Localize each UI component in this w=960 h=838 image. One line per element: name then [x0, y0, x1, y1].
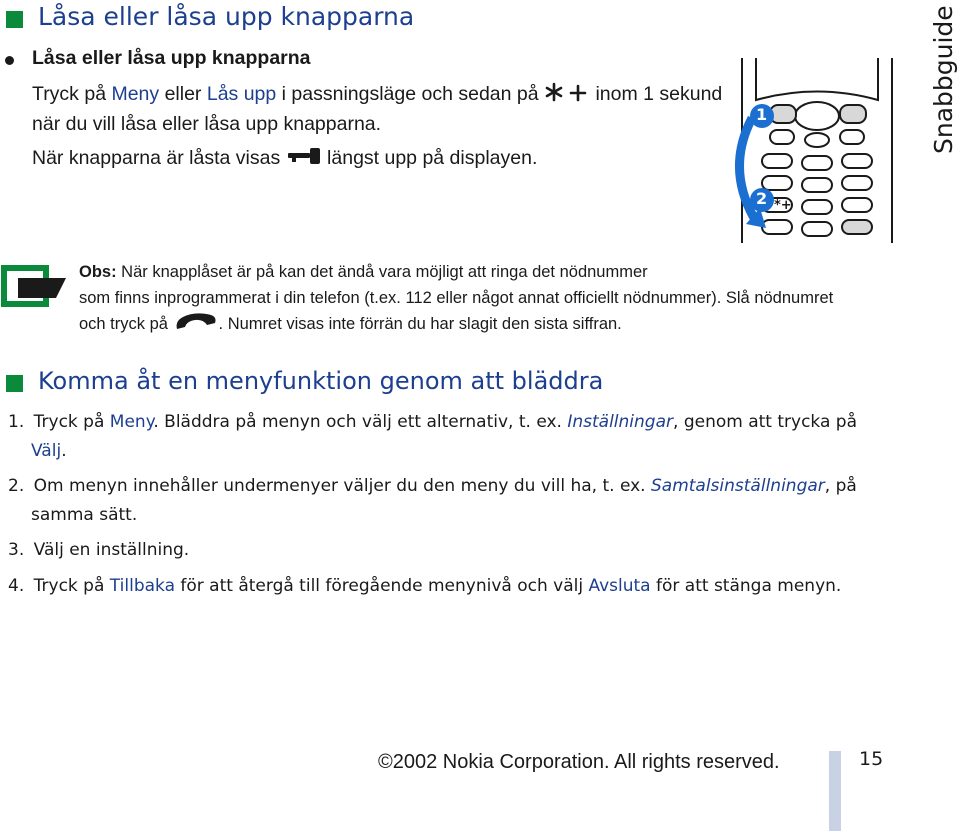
text: . Numret visas inte förrän du har slagit den sista siffran. — [218, 315, 622, 333]
step-number: 4. — [8, 576, 25, 596]
keylock-icon — [286, 145, 322, 165]
text: och tryck på — [79, 315, 173, 333]
step-1-label: 1 — [756, 105, 768, 124]
text: Tryck på — [33, 576, 110, 596]
note-label: Obs: — [79, 263, 117, 281]
text: , genom att trycka på — [673, 412, 858, 432]
valj-link: Välj — [31, 441, 62, 461]
step-2-label: 2 — [756, 189, 768, 208]
text: Tryck på — [32, 83, 112, 105]
text: Välj en inställning. — [33, 540, 190, 560]
instruction-line-3 — [32, 143, 537, 174]
step-number: 2. — [8, 476, 25, 496]
instruction-line-2: när du vill låsa eller låsa upp knapparna. — [32, 113, 382, 135]
text: inom 1 sekund — [590, 83, 723, 105]
text: . Bläddra på menyn och välj ett alternativ, t. ex. — [153, 412, 568, 432]
phone-keypad-illustration — [722, 58, 902, 248]
las-upp-link: Lås upp — [206, 83, 277, 105]
tillbaka-link: Tillbaka — [109, 576, 175, 596]
heading-marker-icon — [6, 375, 23, 392]
sidebar-label: Snabbguide — [929, 5, 958, 154]
note-line-2: som finns inprogrammerat i din telefon (t.ex. 112 eller något annat officiellt nödnummer). Slå nödnumret — [79, 289, 834, 307]
call-key-icon — [173, 311, 219, 333]
meny-link: Meny — [109, 412, 154, 432]
star-key-label: *+ — [774, 198, 792, 213]
step-1 — [8, 409, 857, 436]
text: Tryck på — [33, 412, 110, 432]
step-2 — [8, 473, 857, 500]
copyright: ©2002 Nokia Corporation. All rights reserved. — [378, 751, 780, 773]
heading-marker-icon — [6, 11, 23, 28]
step-number: 3. — [8, 540, 25, 560]
section-heading: Komma åt en menyfunktion genom att bläddra — [38, 367, 604, 395]
text: När knapparna är låsta visas — [32, 147, 286, 169]
bullet-dot-icon — [5, 56, 14, 65]
text: Om menyn innehåller undermenyer väljer du den meny du vill ha, t. ex. — [33, 476, 651, 496]
page-number: 15 — [859, 748, 884, 770]
meny-link: Meny — [111, 83, 160, 105]
step-2-cont: samma sätt. — [31, 505, 138, 525]
text: . — [61, 441, 67, 461]
step-4 — [8, 573, 841, 600]
note-line-3 — [79, 311, 622, 337]
avsluta-link: Avsluta — [588, 576, 651, 596]
text: eller — [159, 83, 207, 105]
text: i passningsläge och sedan på — [276, 83, 545, 105]
note-line-1 — [79, 259, 648, 285]
section-heading: Låsa eller låsa upp knapparna — [38, 2, 415, 31]
page-edge-bar — [829, 751, 841, 831]
step-1-cont — [31, 438, 67, 465]
text: för att stänga menyn. — [650, 576, 842, 596]
installningar-link: Inställningar — [567, 412, 674, 432]
note-icon — [0, 264, 70, 308]
bullet-title: Låsa eller låsa upp knapparna — [32, 47, 311, 69]
star-plus-icon — [544, 81, 590, 101]
text: längst upp på displayen. — [321, 147, 538, 169]
instruction-line-1 — [32, 79, 722, 110]
samtalsinstallningar-link: Samtalsinställningar — [650, 476, 825, 496]
step-number: 1. — [8, 412, 25, 432]
step-3 — [8, 537, 189, 564]
text: , på — [824, 476, 857, 496]
text: När knapplåset är på kan det ändå vara möjligt att ringa det nödnummer — [116, 263, 648, 281]
text: för att återgå till föregående menynivå och välj — [175, 576, 589, 596]
